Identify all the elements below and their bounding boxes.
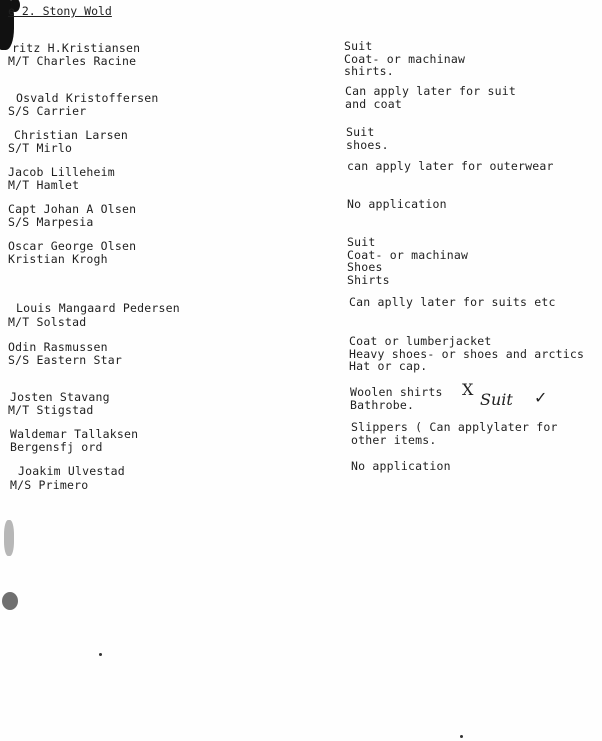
page-header: e 2. Stony Wold (8, 4, 112, 18)
entry-items: No application (347, 197, 447, 211)
entry-name: ritz H.Kristiansen (12, 41, 141, 55)
entry-items: Suit shoes. (346, 125, 389, 152)
scan-speck (99, 653, 102, 656)
entry-name: Waldemar Tallaksen (10, 427, 139, 441)
entry-vessel: M/S Primero (10, 478, 89, 492)
entry-items: Can aplly later for suits etc (349, 295, 556, 309)
entry-name: Louis Mangaard Pedersen (16, 301, 180, 315)
entry-vessel: S/S Marpesia (8, 215, 94, 229)
entry-vessel: S/S Carrier (8, 104, 87, 118)
entry-vessel: M/T Stigstad (8, 403, 94, 417)
scan-speck (4, 520, 14, 556)
entry-name: Osvald Kristoffersen (16, 91, 159, 105)
entry-name: Jacob Lilleheim (8, 165, 115, 179)
entry-vessel: Bergensfj ord (10, 440, 103, 454)
entry-vessel: S/S Eastern Star (8, 353, 122, 367)
scan-speck (2, 592, 18, 610)
entry-items: can apply later for outerwear (347, 159, 554, 173)
handwritten-note: Suit (480, 390, 513, 409)
entry-name: Capt Johan A Olsen (8, 202, 137, 216)
entry-items: Slippers ( Can applylater for other items. (351, 420, 558, 447)
entry-vessel: M/T Charles Racine (8, 54, 137, 68)
entry-vessel: M/T Hamlet (8, 178, 80, 192)
entry-name: Josten Stavang (10, 390, 110, 404)
entry-vessel: M/T Solstad (8, 315, 87, 329)
entry-items: Suit Coat- or machinaw Shoes Shirts (347, 235, 469, 287)
entry-items: Can apply later for suit and coat (345, 84, 516, 111)
entry-name: Christian Larsen (14, 128, 128, 142)
entry-items: No application (351, 459, 451, 473)
entry-vessel: Kristian Krogh (8, 252, 108, 266)
scan-speck (460, 735, 463, 738)
check-mark: ✓ (534, 388, 548, 407)
cross-mark: X (462, 380, 474, 399)
entry-vessel: S/T Mirlo (8, 141, 73, 155)
entry-items: Coat or lumberjacket Heavy shoes- or shoes and arctics Hat or cap. (349, 334, 585, 373)
entry-name: Odin Rasmussen (8, 340, 108, 354)
entry-items: Suit Coat- or machinaw shirts. (344, 39, 466, 78)
entry-items: Woolen shirts Bathrobe. (350, 385, 443, 412)
entry-name: Joakim Ulvestad (18, 464, 125, 478)
entry-name: Oscar George Olsen (8, 239, 137, 253)
